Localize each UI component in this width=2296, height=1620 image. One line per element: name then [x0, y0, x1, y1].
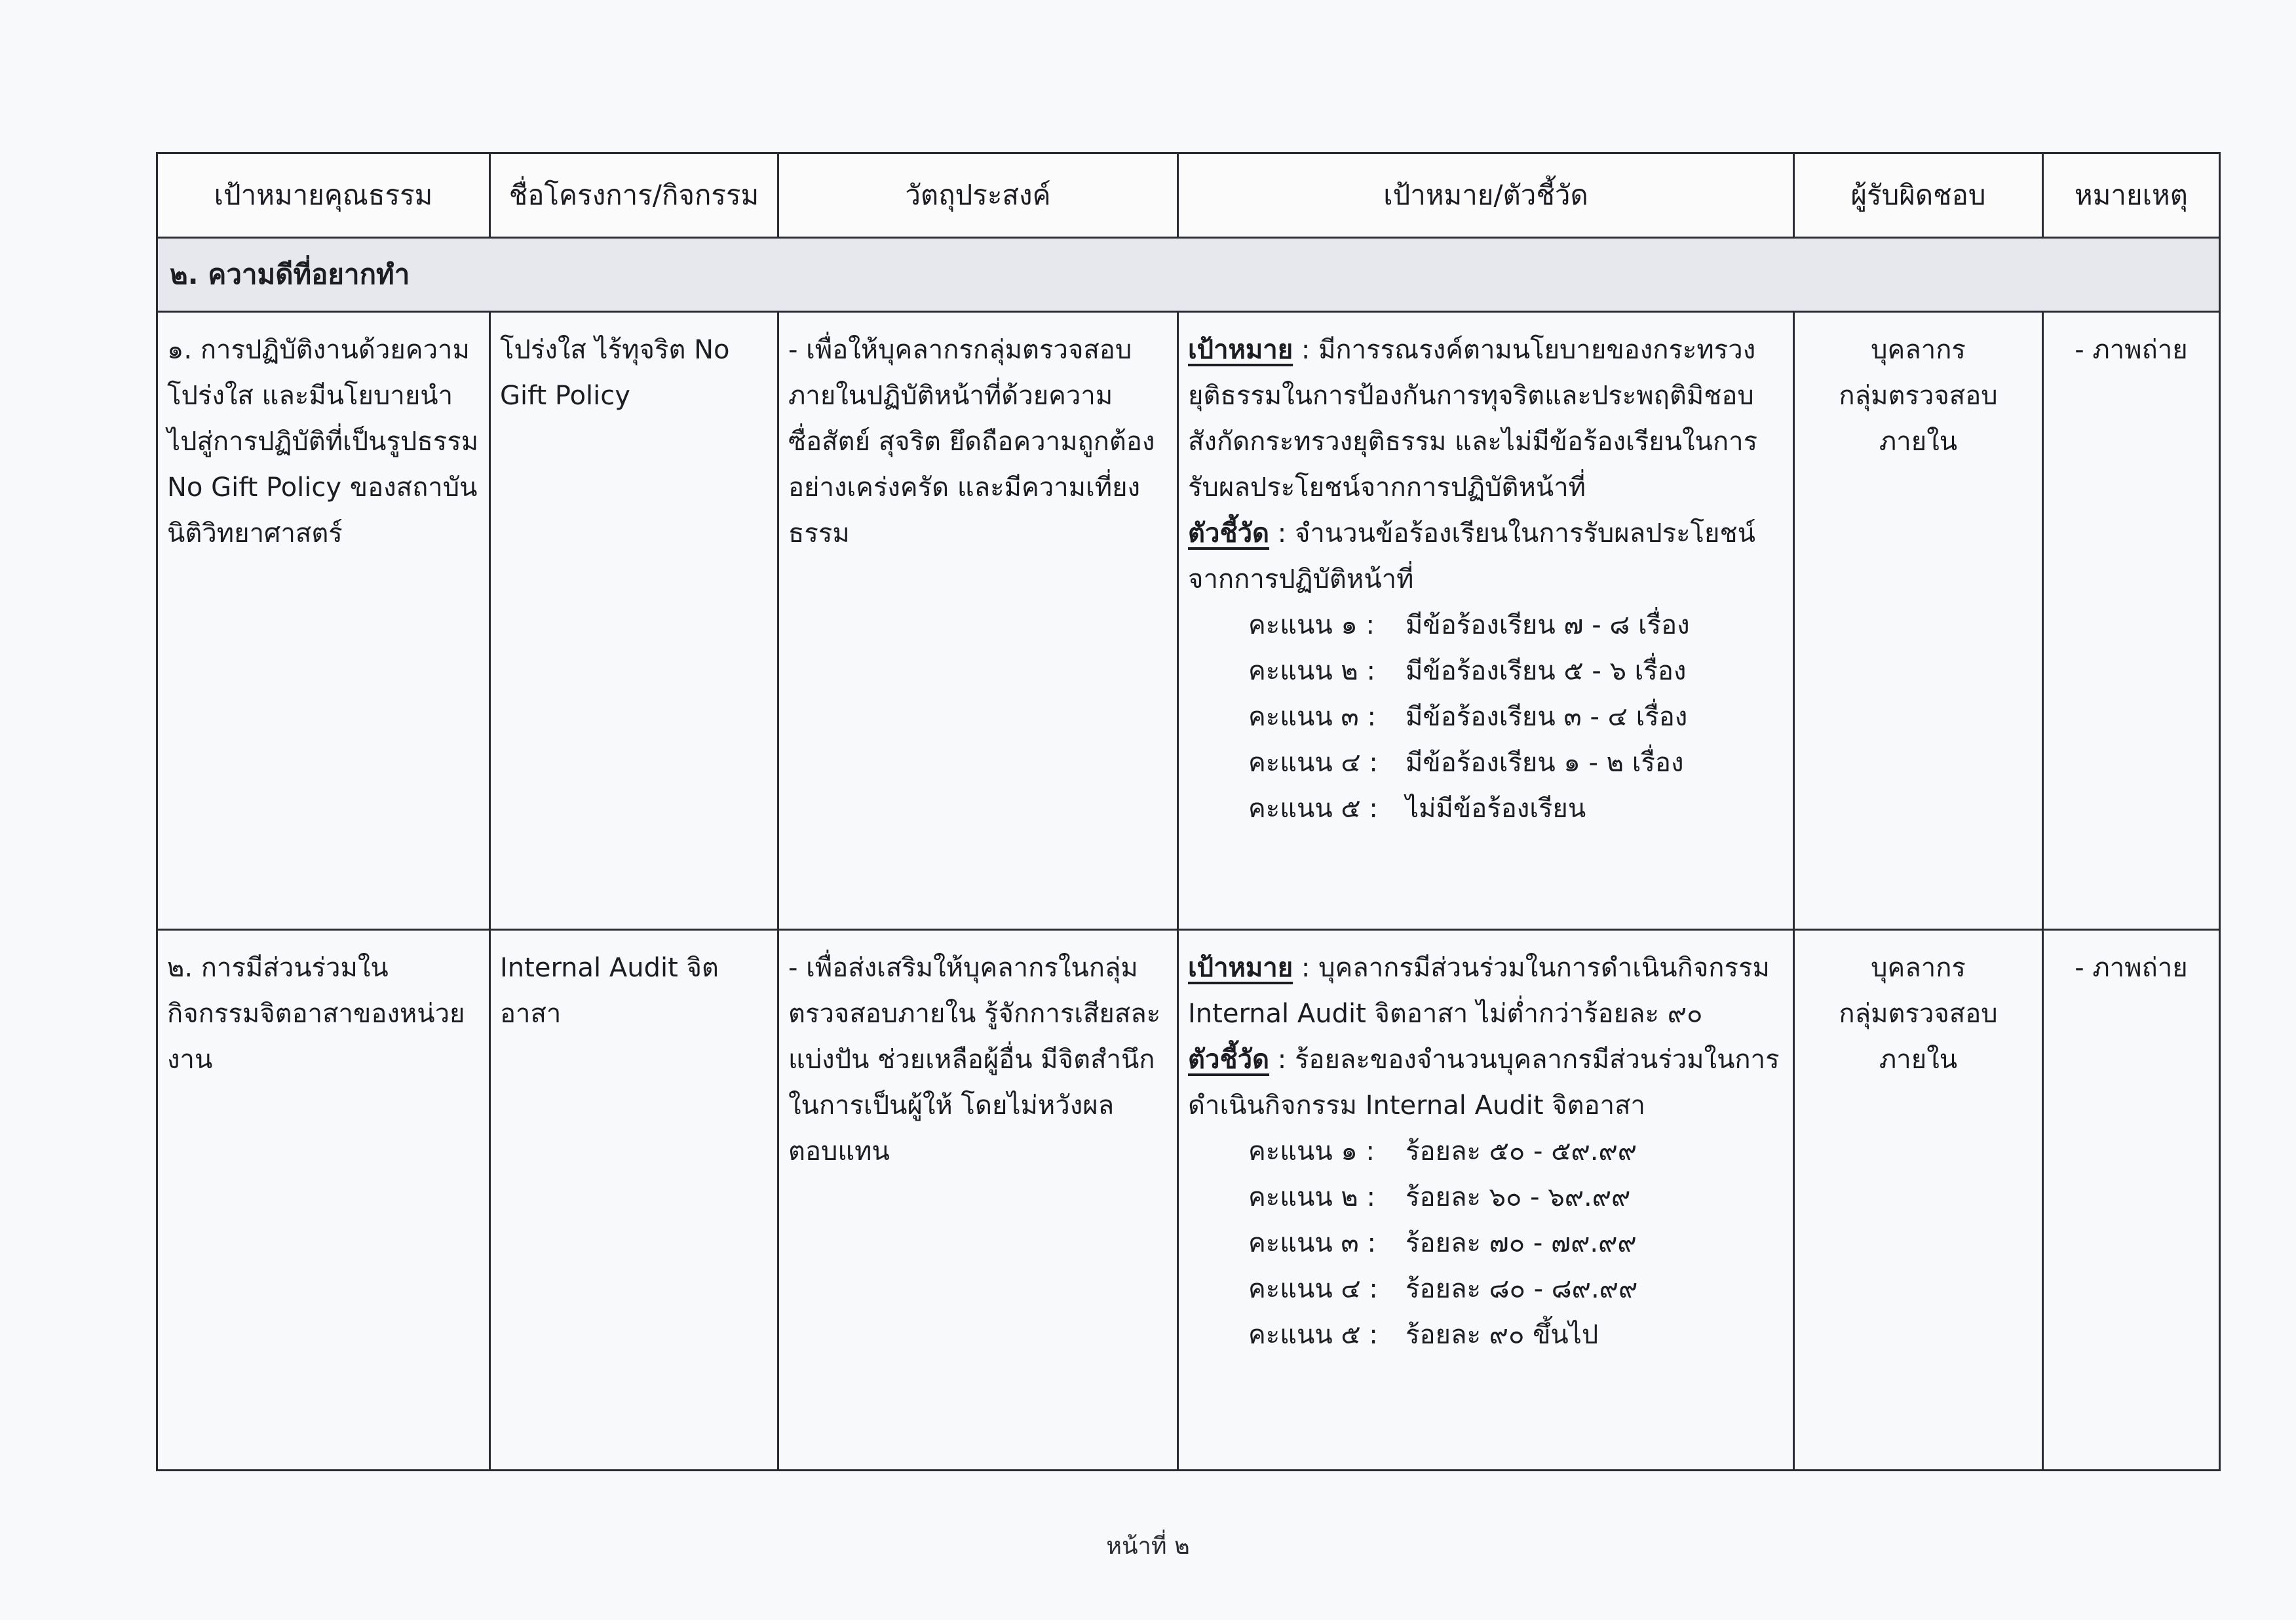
score-key: คะแนน ๓ : [1248, 1228, 1376, 1258]
responsible-line: กลุ่มตรวจสอบภายใน [1839, 999, 1998, 1075]
table-row [157, 930, 2220, 1471]
indicator-label: ตัวชี้วัด [1188, 1045, 1270, 1075]
header-target-indicator: เป้าหมาย/ตัวชี้วัด [1178, 153, 1794, 238]
score-value: ไม่มีข้อร้องเรียน [1406, 794, 1586, 824]
moral-goal-cell: ๑. การปฏิบัติงานด้วยความโปร่งใส และมีนโยบายนำไปสู่การปฏิบัติที่เป็นรูปธรรม No Gift Policy ของสถาบันนิติวิทยาศาสตร์ [157, 312, 490, 930]
header-responsible: ผู้รับผิดชอบ [1794, 153, 2043, 238]
score-value: ร้อยละ ๕๐ - ๕๙.๙๙ [1406, 1136, 1637, 1167]
score-value: ร้อยละ ๗๐ - ๗๙.๙๙ [1406, 1228, 1637, 1258]
responsible-line: บุคลากร [1871, 953, 1966, 983]
score-line [1188, 602, 1784, 648]
section-row [157, 238, 2220, 312]
responsible-cell [1794, 312, 2043, 930]
moral-plan-table [156, 152, 2221, 1471]
responsible-line: บุคลากร [1871, 335, 1966, 365]
responsible-line: กลุ่มตรวจสอบภายใน [1839, 381, 1998, 457]
target-indicator-cell [1178, 312, 1794, 930]
score-value: ร้อยละ ๙๐ ขึ้นไป [1406, 1320, 1599, 1350]
score-value: ร้อยละ ๘๐ - ๘๙.๙๙ [1406, 1274, 1638, 1304]
target-label: เป้าหมาย [1188, 335, 1293, 365]
responsible-cell [1794, 930, 2043, 1471]
target-block [1188, 327, 1784, 511]
indicator-text: : ร้อยละของจำนวนบุคลากรมีส่วนร่วมในการดำเนินกิจกรรม Internal Audit จิตอาสา [1188, 1045, 1780, 1121]
header-objective: วัตถุประสงค์ [778, 153, 1178, 238]
score-key: คะแนน ๔ : [1248, 748, 1378, 778]
target-indicator-cell [1178, 930, 1794, 1471]
table-row [157, 312, 2220, 930]
score-line [1188, 694, 1784, 740]
score-line [1188, 648, 1784, 694]
target-block [1188, 945, 1784, 1037]
objective-cell: - เพื่อส่งเสริมให้บุคลากรในกลุ่มตรวจสอบภายใน รู้จักการเสียสละ แบ่งปัน ช่วยเหลือผู้อื่น มีจิตสำนึกในการเป็นผู้ให้ โดยไม่หวังผลตอบแทน [778, 930, 1178, 1471]
indicator-block [1188, 511, 1784, 602]
score-key: คะแนน ๔ : [1248, 1274, 1378, 1304]
score-key: คะแนน ๒ : [1248, 1182, 1375, 1212]
note-cell: - ภาพถ่าย [2043, 930, 2220, 1471]
score-value: ร้อยละ ๖๐ - ๖๙.๙๙ [1406, 1182, 1631, 1212]
score-key: คะแนน ๕ : [1248, 794, 1378, 824]
score-line [1188, 1312, 1784, 1358]
header-moral-goal: เป้าหมายคุณธรรม [157, 153, 490, 238]
project-name-cell: Internal Audit จิตอาสา [490, 930, 778, 1471]
header-project-name: ชื่อโครงการ/กิจกรรม [490, 153, 778, 238]
score-value: มีข้อร้องเรียน ๕ - ๖ เรื่อง [1406, 656, 1687, 686]
score-key: คะแนน ๑ : [1248, 1136, 1375, 1167]
score-line [1188, 1128, 1784, 1174]
score-key: คะแนน ๑ : [1248, 610, 1375, 640]
page-number: หน้าที่ ๒ [1106, 1533, 1190, 1560]
table-header-row [157, 153, 2220, 238]
objective-cell: - เพื่อให้บุคลากรกลุ่มตรวจสอบภายในปฏิบัติหน้าที่ด้วยความซื่อสัตย์ สุจริต ยึดถือความถูกต้องอย่างเคร่งครัด และมีความเที่ยงธรรม [778, 312, 1178, 930]
score-value: มีข้อร้องเรียน ๓ - ๔ เรื่อง [1406, 702, 1688, 732]
header-note: หมายเหตุ [2043, 153, 2220, 238]
score-line [1188, 740, 1784, 786]
indicator-block [1188, 1037, 1784, 1128]
score-line [1188, 1220, 1784, 1266]
score-value: มีข้อร้องเรียน ๗ - ๘ เรื่อง [1406, 610, 1690, 640]
score-key: คะแนน ๕ : [1248, 1320, 1378, 1350]
moral-goal-cell: ๒. การมีส่วนร่วมในกิจกรรมจิตอาสาของหน่วยงาน [157, 930, 490, 1471]
target-label: เป้าหมาย [1188, 953, 1293, 983]
indicator-label: ตัวชี้วัด [1188, 518, 1270, 549]
score-line [1188, 1174, 1784, 1220]
target-text: : มีการรณรงค์ตามนโยบายของกระทรวงยุติธรรมในการป้องกันการทุจริตและประพฤติมิชอบ สังกัดกระทรวงยุติธรรม และไม่มีข้อร้องเรียนในการรับผลประโยชน์จากการปฏิบัติหน้าที่ [1188, 335, 1758, 503]
indicator-text: : จำนวนข้อร้องเรียนในการรับผลประโยชน์จากการปฏิบัติหน้าที่ [1188, 518, 1755, 594]
score-key: คะแนน ๓ : [1248, 702, 1376, 732]
project-name-cell: โปร่งใส ไร้ทุจริต No Gift Policy [490, 312, 778, 930]
note-cell: - ภาพถ่าย [2043, 312, 2220, 930]
score-value: มีข้อร้องเรียน ๑ - ๒ เรื่อง [1406, 748, 1684, 778]
score-key: คะแนน ๒ : [1248, 656, 1375, 686]
score-line [1188, 786, 1784, 832]
section-title: ๒. ความดีที่อยากทำ [157, 238, 2220, 312]
score-line [1188, 1266, 1784, 1312]
target-text: : บุคลากรมีส่วนร่วมในการดำเนินกิจกรรม Internal Audit จิตอาสา ไม่ต่ำกว่าร้อยละ ๙๐ [1188, 953, 1770, 1029]
